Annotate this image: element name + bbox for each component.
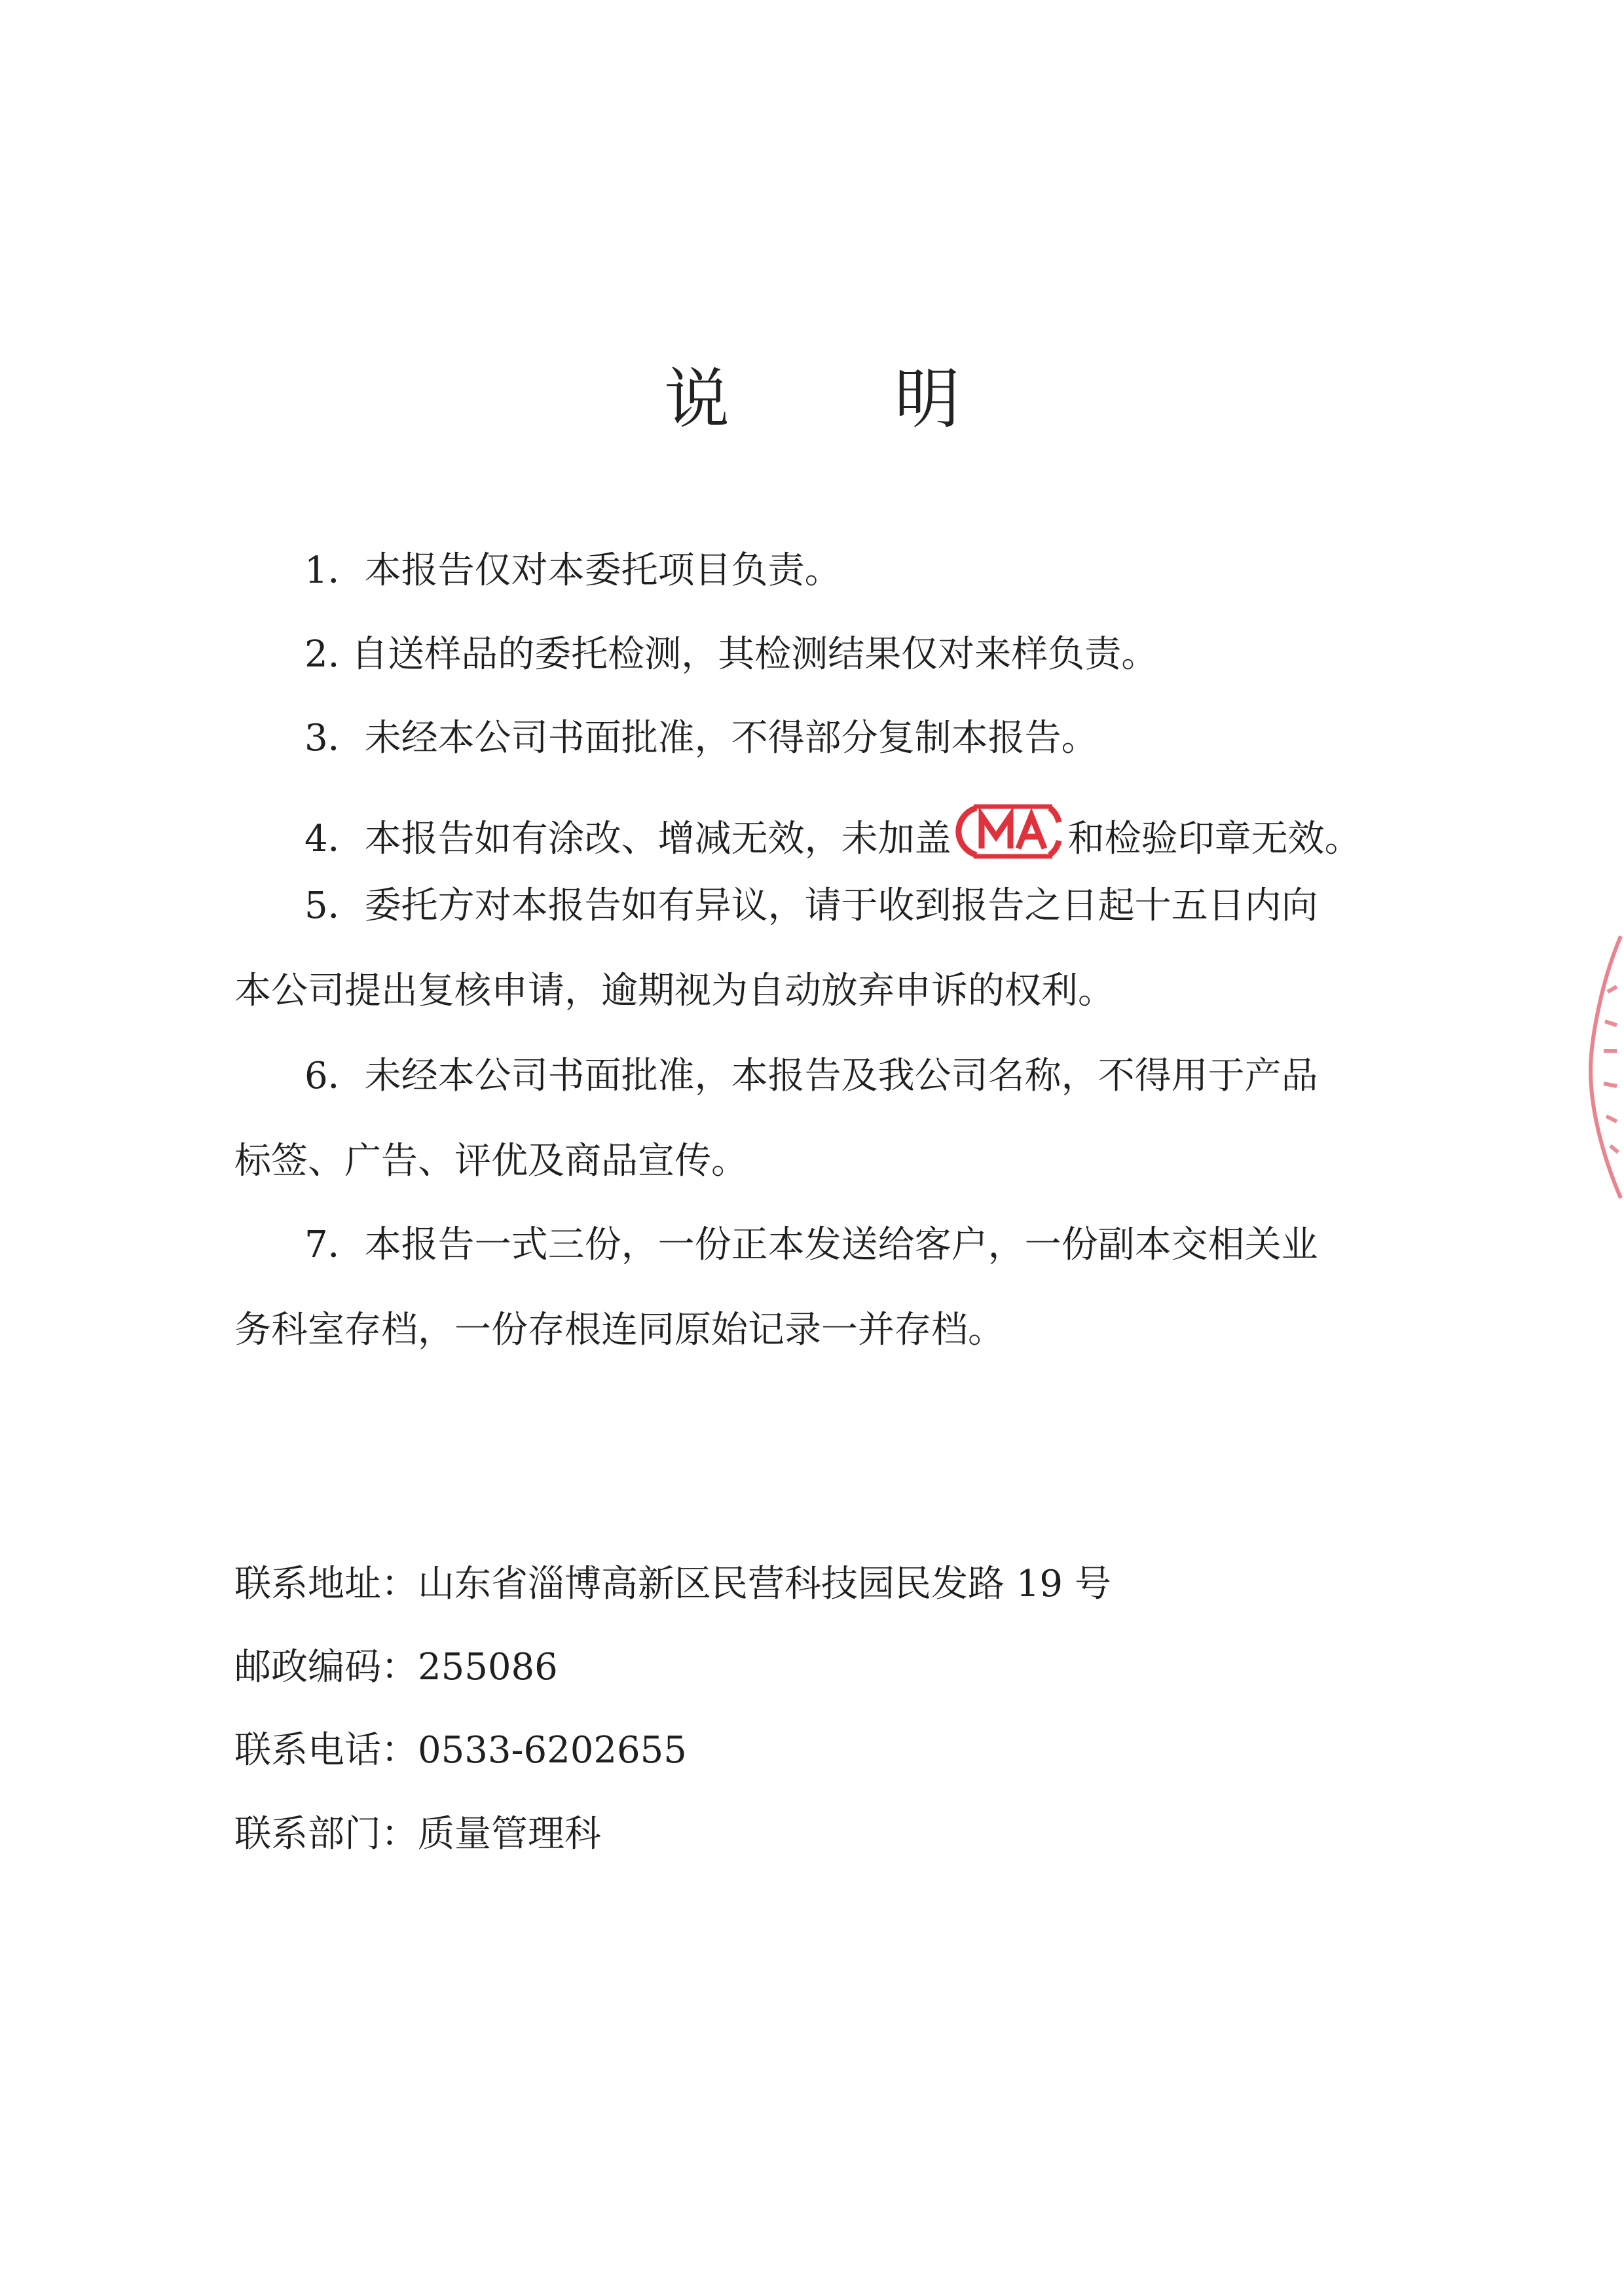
notice-item-4-before: 4．本报告如有涂改、增减无效，未加盖	[304, 818, 951, 860]
notice-item-3: 3．未经本公司书面批准，不得部分复制本报告。	[304, 717, 1098, 759]
contact-postcode-label: 邮政编码：	[234, 1646, 418, 1688]
contact-postcode-value: 255086	[418, 1646, 558, 1688]
contact-address-value: 山东省淄博高新区民营科技园民发路 19 号	[418, 1563, 1111, 1605]
contact-address	[234, 1562, 1111, 1607]
notice-item-7-line-1: 7．本报告一式三份，一份正本发送给客户，一份副本交相关业	[304, 1224, 1318, 1266]
contact-postcode	[234, 1645, 558, 1690]
contact-phone-value: 0533-6202655	[418, 1729, 687, 1772]
contact-department-label: 联系部门：	[234, 1813, 418, 1855]
page-title: 说 明	[664, 361, 1032, 437]
cma-stamp-icon	[954, 803, 1065, 860]
notice-item-6-line-1: 6．未经本公司书面批准，本报告及我公司名称，不得用于产品	[304, 1055, 1318, 1097]
contact-phone	[234, 1728, 687, 1773]
notice-item-5-line-1: 5．委托方对本报告如有异议，请于收到报告之日起十五日内向	[304, 884, 1318, 927]
notice-item-4-after: 和检验印章无效。	[1067, 818, 1361, 860]
contact-address-label: 联系地址：	[234, 1563, 418, 1605]
notice-item-7-line-2: 务科室存档，一份存根连同原始记录一并存档。	[234, 1309, 1005, 1351]
partial-seal-icon	[1581, 930, 1624, 1205]
contact-department	[234, 1812, 601, 1857]
contact-department-value: 质量管理科	[418, 1813, 601, 1855]
contact-phone-label: 联系电话：	[234, 1729, 418, 1772]
notice-item-2: 2. 自送样品的委托检测，其检测结果仅对来样负责。	[304, 633, 1158, 676]
notice-item-1: 1．本报告仅对本委托项目负责。	[304, 549, 841, 592]
notice-item-4	[304, 817, 1361, 864]
notice-item-5-line-2: 本公司提出复核申请，逾期视为自动放弃申诉的权利。	[234, 970, 1115, 1012]
notice-item-6-line-2: 标签、广告、评优及商品宣传。	[234, 1140, 748, 1182]
